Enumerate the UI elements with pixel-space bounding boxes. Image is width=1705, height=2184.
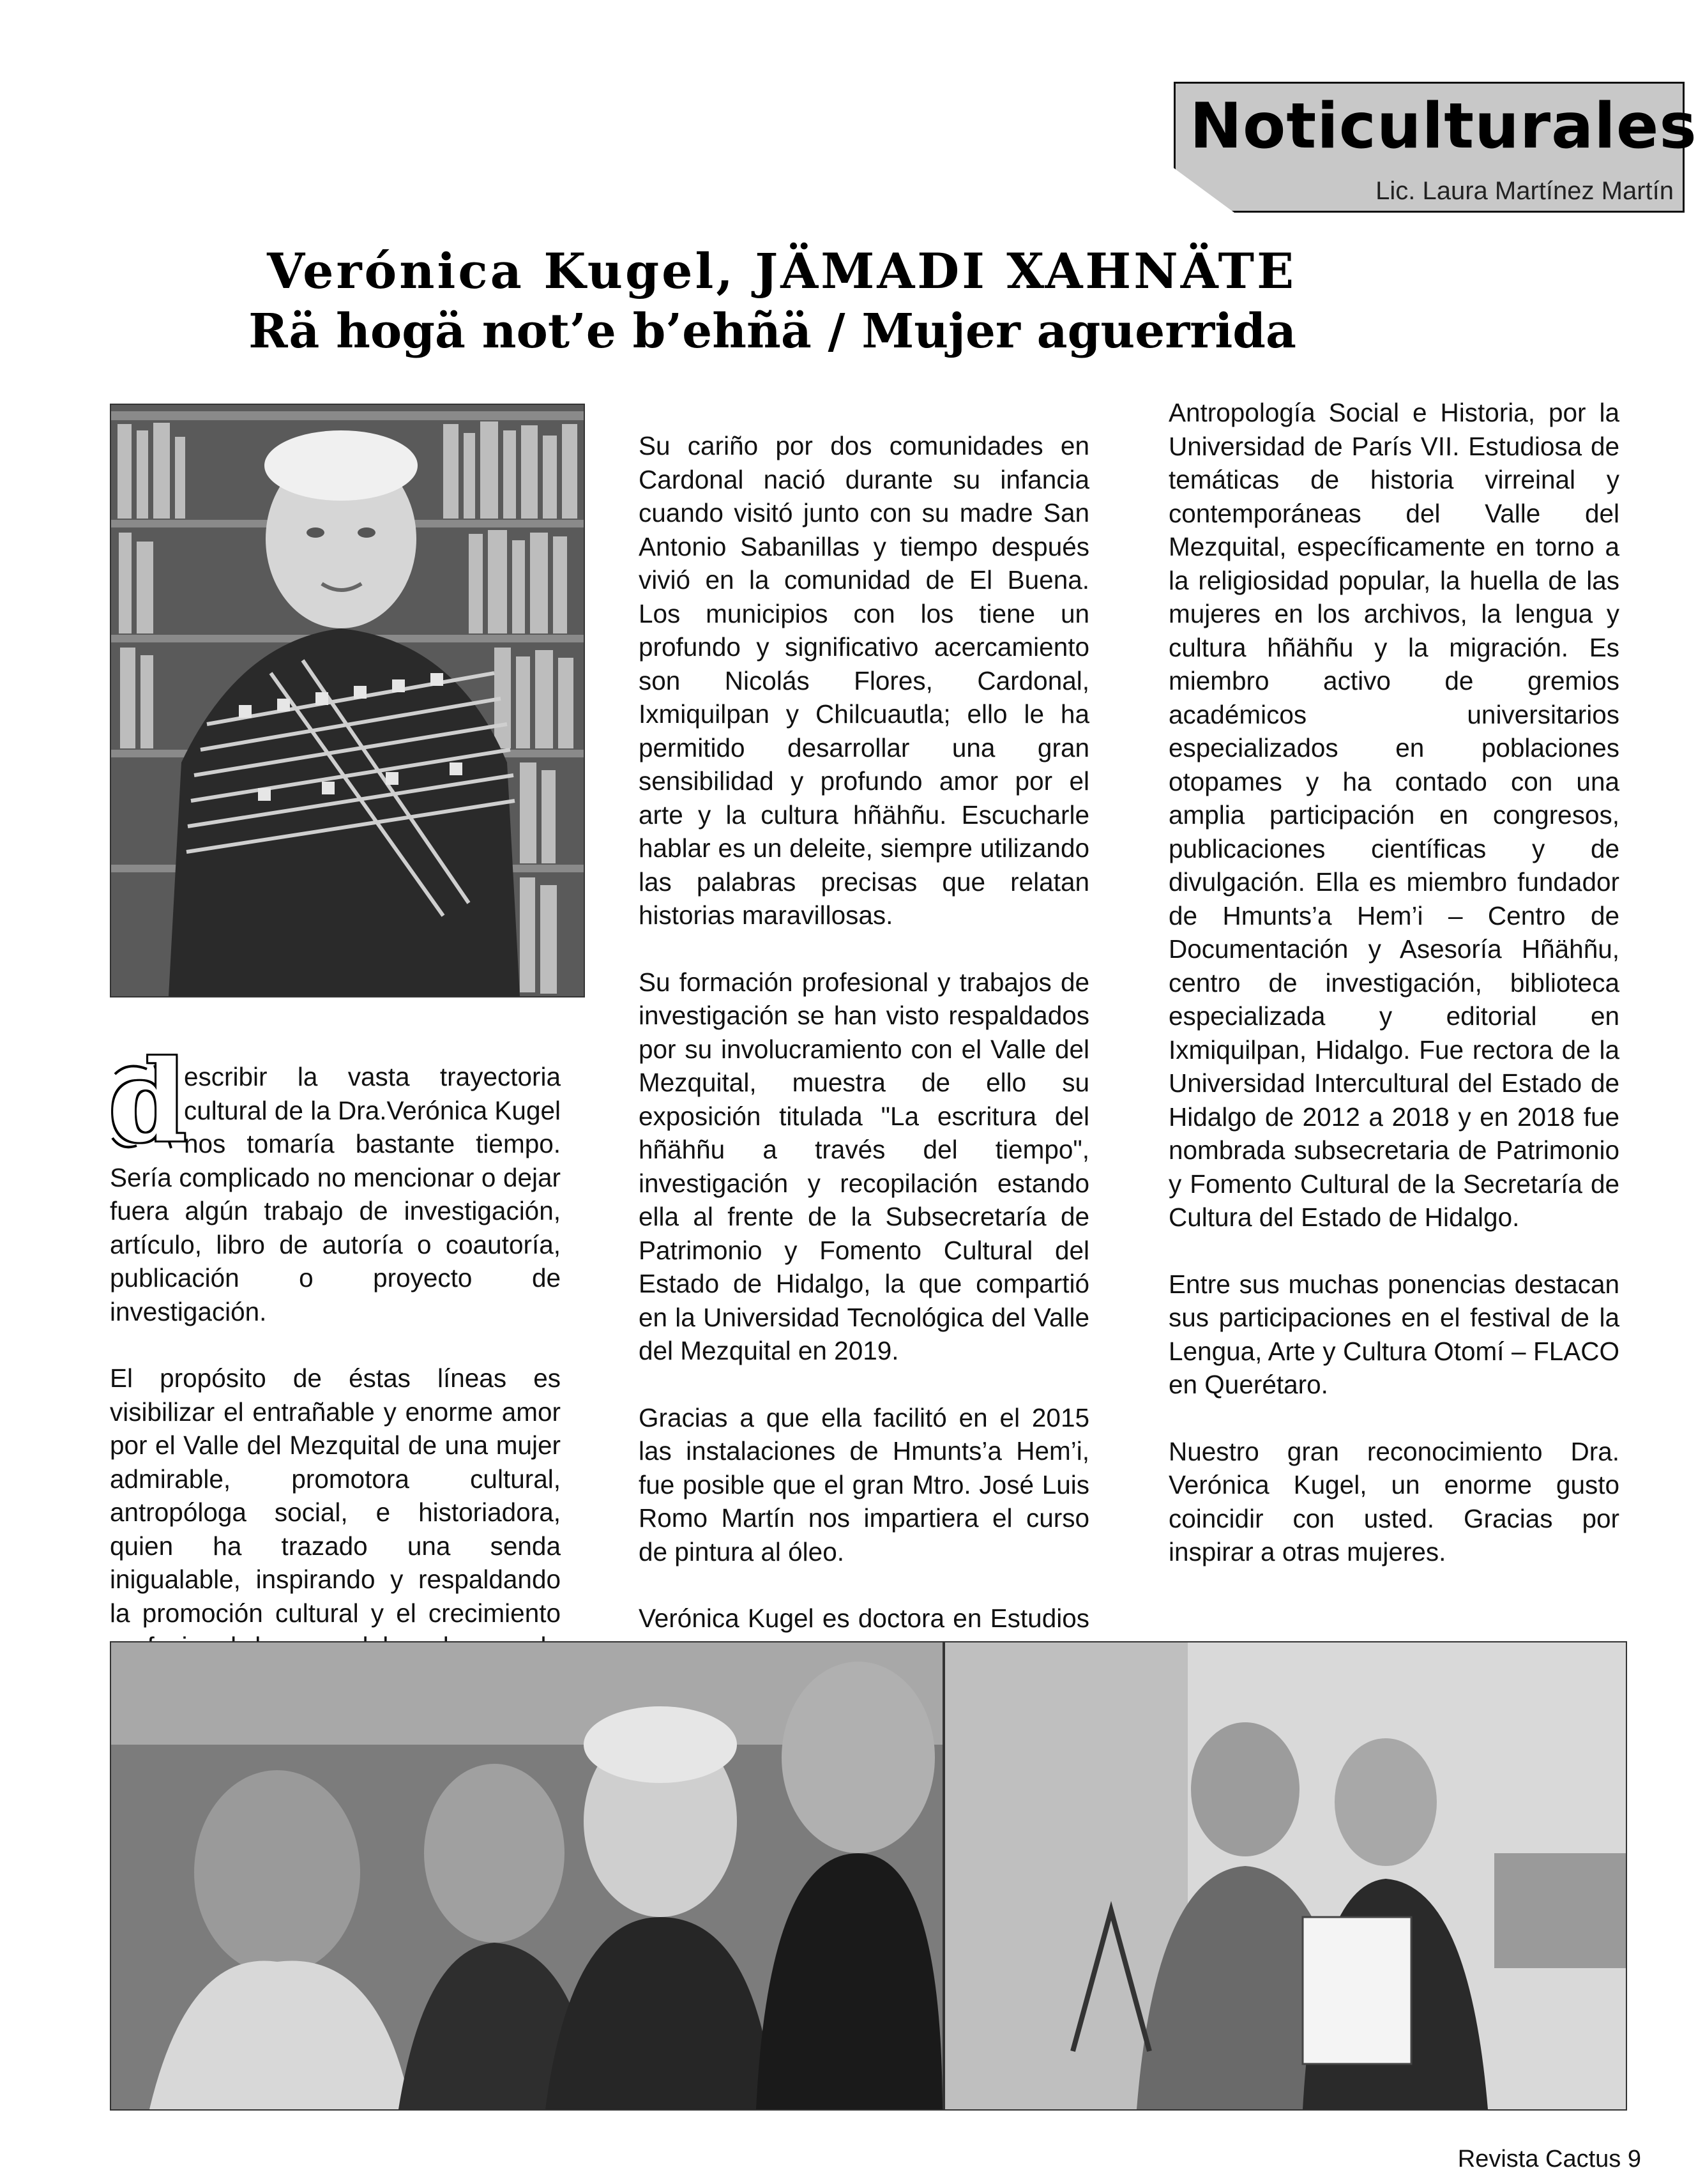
section-header <box>1174 82 1697 213</box>
paragraph: Entre sus muchas ponencias destacan sus participaciones en el festival de la Lengua, Arte y Cultura Otomí – FLACO en Querétaro. <box>1169 1269 1619 1399</box>
paragraph: Verónica Kugel es doctora en Estudios <box>639 1604 1089 1633</box>
headline-line-1: Verónica Kugel, JÄMADI XAHNÄTE <box>267 243 1296 300</box>
award-photo-illustration <box>945 1642 1626 2109</box>
paragraph: Antropología Social e Historia, por la Universidad de París VII. Estudiosa de temáticas de historia virreinal y contemporáneas del Valle del Mezquital, específicamente en torno a la religiosidad popular, la huella de las mujeres en los archivos, la lengua y cultura hñähñu y la migración. Es miembro activo de gremios académicos universitarios especializados en poblaciones otopames y ha contado con una amplia participación en congresos, publicaciones científicas y de divulgación. Ella es miembro fundador de Hmunts’a Hem’i – Centro de Documentación y Asesoría Hñähñu, centro de investigación, biblioteca especializada y editorial en Ixmiquilpan, Hidalgo. Fue rectora de la Universidad Intercultural del Estado de Hidalgo de 2012 a 2018 y en 2018 fue nombrada subsecretaria de Patrimonio y Fomento Cultural de la Secretaría de Cultura del Estado de Hidalgo. <box>1169 398 1619 1232</box>
group-photo-illustration <box>111 1642 943 2109</box>
article-column-1 <box>109 1036 561 1731</box>
paragraph: Su formación profesional y trabajos de investigación se han visto respaldados por su involucramiento con el Valle del Mezquital, muestra de ello su exposición titulada "La escritura del hñähñu a través del tiempo", investigación y recopilación estando ella al frente de la Subsecretaría de Patrimonio y Fomento Cultural del Estado de Hidalgo, la que compartió en la Universidad Tecnológica del Valle del Mezquital en 2019. <box>639 967 1089 1365</box>
page-curl-decoration <box>1174 168 1234 213</box>
portrait-illustration <box>111 405 584 996</box>
headline-line-2: Rä hogä not’e b’ehñä / Mujer aguerrida <box>248 304 1296 359</box>
paragraph: Gracias a que ella facilitó en el 2015 las instalaciones de Hmunts’a Hem’i, fue posible que el gran Mtro. José Luis Romo Martín nos impartiera el curso de pintura al óleo. <box>639 1402 1089 1566</box>
paragraph: Su cariño por dos comunidades en Cardonal nació durante su infancia cuando visitó junto con su madre San Antonio Sabanillas y tiempo después vivió en la comunidad de El Buena. Los municipios con los tiene un profundo y significativo acercamiento son Nicolás Flores, Cardonal, Ixmiquilpan y Chilcuautla; ello le ha permitido desarrollar una gran sensibilidad y profundo amor por el arte y la cultura hñähñu. Escucharle hablar es un deleite, siempre utilizando las palabras precisas que relatan historias maravillosas. <box>639 431 1089 930</box>
group-selfie-photo <box>110 1641 944 2111</box>
article-column-2 <box>639 429 1089 1702</box>
page-folio: Revista Cactus 9 <box>1457 2146 1641 2173</box>
drop-cap: d <box>109 1036 187 1167</box>
portrait-photo <box>110 404 585 997</box>
article-column-3 <box>1169 396 1619 1569</box>
paragraph: Nuestro gran reconocimiento Dra. Verónica Kugel, un enorme gusto coincidir con usted. Gracias por inspirar a otras mujeres. <box>1169 1436 1619 1566</box>
section-title: Noticulturales <box>1190 90 1697 163</box>
award-ceremony-photo <box>944 1641 1627 2111</box>
paragraph: El propósito de éstas líneas es visibilizar el entrañable y enorme amor por el Valle del Mezquital de una mujer admirable, promotora cultural, antropóloga social, e historiadora, quien ha trazado una senda inigualable, inspirando y respaldando la promoción cultural y el crecimiento <box>110 1363 561 1628</box>
article-author: Lic. Laura Martínez Martín <box>1375 177 1674 205</box>
paragraph: d escribir la vasta trayectoria cultural de la Dra.Verónica Kugel nos tomaría bastante tiempo. Sería complicado no mencionar o dejar fuera algún trabajo de investigación, artículo, libro de autoría o coautoría, publicación o proyecto de investigación. <box>109 1036 561 1326</box>
